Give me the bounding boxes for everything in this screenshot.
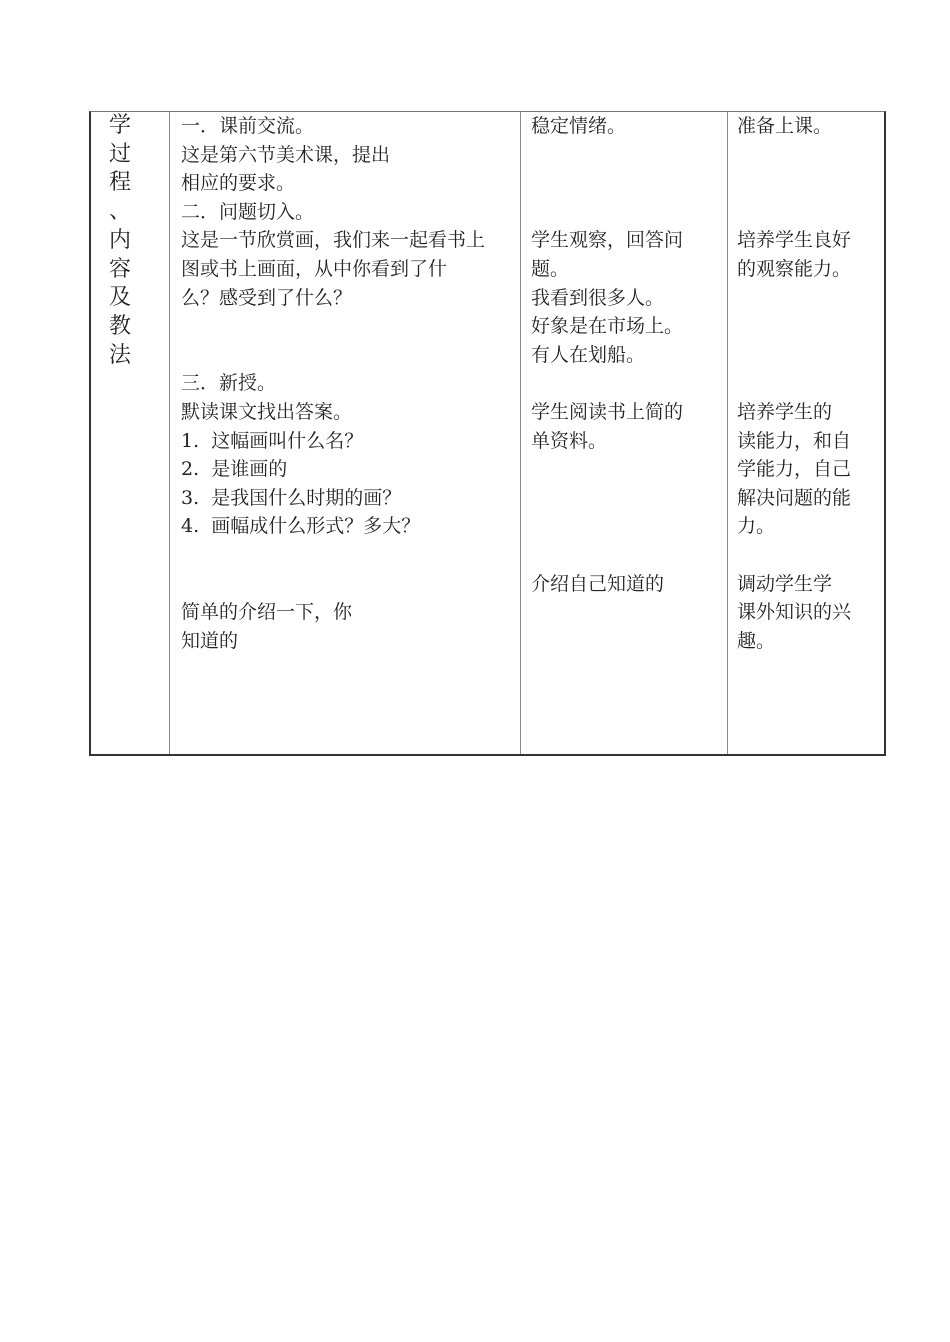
purpose-line: 培养学生的: [737, 400, 833, 423]
side-label-char: 及: [109, 285, 132, 311]
purpose-line: 读能力，和自: [737, 429, 852, 452]
purpose-line: [737, 284, 887, 313]
teacher-line: 1. 这幅画叫什么名？: [181, 429, 364, 452]
purpose-line: [737, 312, 887, 341]
teacher-line: 3. 是我国什么时期的画？: [181, 486, 402, 509]
student-line: 介绍自己知道的: [531, 572, 665, 595]
side-label-char: 教: [109, 313, 132, 339]
side-label-char: 法: [109, 342, 132, 368]
teacher-line: 二．问题切入。: [181, 200, 315, 223]
teacher-line: 4. 画幅成什么形式？多大？: [181, 515, 421, 538]
student-line: 题。: [531, 257, 570, 280]
teacher-line: [181, 541, 521, 570]
side-label-char: 容: [109, 256, 132, 282]
student-line: [531, 198, 721, 227]
divider-student: [727, 112, 728, 754]
purpose-line: 准备上课。: [737, 115, 833, 137]
side-label-char: 程: [109, 170, 132, 196]
teacher-line: 简单的介绍一下，你: [181, 601, 353, 624]
purpose-line: 力。: [737, 515, 776, 538]
student-line: 好象是在市场上。: [531, 315, 684, 338]
teacher-line: [181, 341, 521, 370]
side-label-char: 内: [109, 227, 132, 253]
teacher-line: 三．新授。: [181, 372, 277, 395]
student-line: 单资料。: [531, 429, 608, 452]
teacher-line: [181, 570, 521, 599]
side-label-char: 、: [109, 199, 132, 225]
purpose-line: [737, 541, 887, 570]
side-label-char: 过: [109, 141, 132, 167]
purpose-line: [737, 198, 887, 227]
section-label-process: [109, 112, 149, 370]
side-label-char: 学: [109, 113, 132, 138]
teacher-line: 相应的要求。: [181, 172, 296, 195]
student-line: [531, 169, 721, 198]
purpose-line: 调动学生学: [737, 572, 833, 595]
student-line: 学生阅读书上简的: [531, 400, 684, 423]
teacher-activity-column: [181, 112, 521, 655]
student-line: 有人在划船。: [531, 343, 646, 366]
student-line: [531, 627, 721, 656]
student-line: 我看到很多人。: [531, 286, 665, 309]
teacher-line: [181, 312, 521, 341]
purpose-line: [737, 369, 887, 398]
student-line: [531, 541, 721, 570]
teacher-line: 默读课文找出答案。: [181, 400, 353, 423]
student-activity-column: [531, 112, 721, 655]
lesson-table: [89, 111, 886, 756]
teacher-line: 这是一节欣赏画，我们来一起看书上: [181, 229, 486, 252]
student-line: [531, 484, 721, 513]
student-line: 稳定情绪。: [531, 115, 627, 137]
student-line: 学生观察，回答问: [531, 229, 684, 252]
teacher-line: 2. 是谁画的: [181, 458, 288, 481]
student-line: [531, 598, 721, 627]
purpose-line: [737, 169, 887, 198]
teacher-line: 图或书上画面，从中你看到了什: [181, 257, 448, 280]
purpose-line: [737, 141, 887, 170]
student-line: [531, 369, 721, 398]
purpose-line: 培养学生良好: [737, 229, 852, 252]
teacher-line: 知道的: [181, 629, 239, 652]
purpose-line: 的观察能力。: [737, 257, 852, 280]
teacher-line: 这是第六节美术课，提出: [181, 143, 391, 166]
design-purpose-column: [737, 112, 887, 655]
student-line: [531, 141, 721, 170]
student-line: [531, 455, 721, 484]
divider-side: [169, 112, 170, 754]
purpose-line: 课外知识的兴: [737, 601, 852, 624]
purpose-line: 解决问题的能: [737, 486, 852, 509]
purpose-line: 趣。: [737, 629, 776, 652]
purpose-line: [737, 341, 887, 370]
student-line: [531, 512, 721, 541]
teacher-line: 么？感受到了什么？: [181, 286, 353, 309]
purpose-line: 学能力，自己: [737, 458, 852, 481]
teacher-line: 一．课前交流。: [181, 115, 315, 137]
